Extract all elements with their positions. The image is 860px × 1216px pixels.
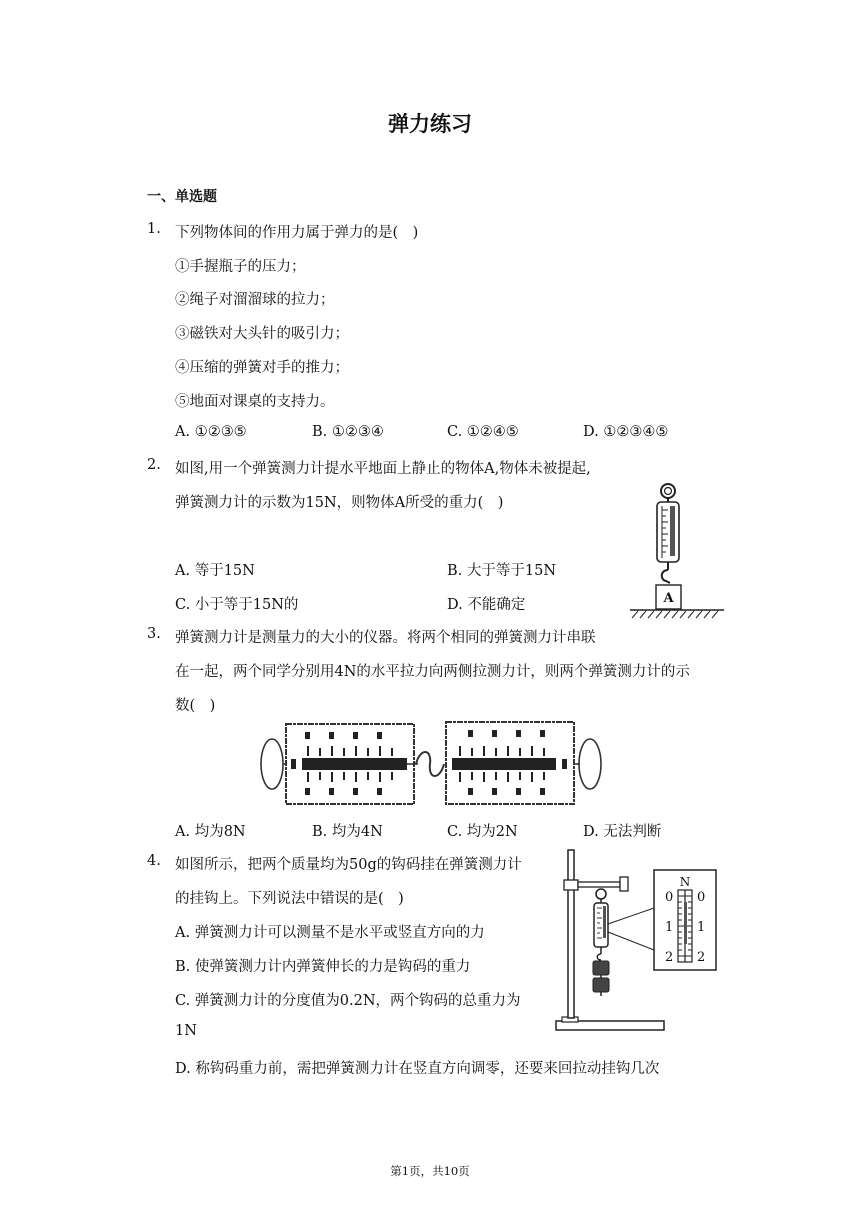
q2-option-b: B. 大于等于15N xyxy=(447,563,557,579)
q3-stem-line2: 在一起，两个同学分别用4N的水平拉力向两侧拉测力计，则两个弹簧测力计的示 xyxy=(175,664,690,680)
q4-stem-line1: 如图所示，把两个质量均为50g的钩码挂在弹簧测力计 xyxy=(175,857,522,873)
section-heading: 一、单选题 xyxy=(147,189,217,205)
q4-option-d: D. 称钩码重力前，需把弹簧测力计在竖直方向调零，还要来回拉动挂钩几次 xyxy=(175,1061,660,1077)
q4-scale-left-1: 1 xyxy=(665,920,674,935)
q4-scale-right-1: 1 xyxy=(697,920,706,935)
q4-scale-unit: N xyxy=(679,875,691,889)
q2-stem-line1: 如图,用一个弹簧测力计提水平地面上静止的物体A,物体未被提起, xyxy=(175,461,591,477)
q4-number: 4. xyxy=(147,853,161,869)
q1-item-3: ③磁铁对大头针的吸引力； xyxy=(175,326,349,342)
q2-option-c: C. 小于等于15N的 xyxy=(175,597,299,613)
q3-option-d: D. 无法判断 xyxy=(583,824,662,840)
q4-stand-scale-figure xyxy=(548,846,724,1034)
q1-item-1: ①手握瓶子的压力； xyxy=(175,259,306,275)
q1-option-d: D. ①②③④⑤ xyxy=(583,424,669,440)
q1-option-b: B. ①②③④ xyxy=(312,424,384,440)
q3-stem-line1: 弹簧测力计是测量力的大小的仪器。将两个相同的弹簧测力计串联 xyxy=(175,630,596,646)
q4-option-c-line1: C. 弹簧测力计的分度值为0.2N，两个钩码的总重力为 xyxy=(175,993,521,1009)
q4-scale-left-2: 2 xyxy=(665,950,674,965)
q4-scale-right-0: 0 xyxy=(697,890,706,905)
q1-option-a: A. ①②③⑤ xyxy=(175,424,247,440)
q2-option-d: D. 不能确定 xyxy=(447,597,526,613)
q2-stem-line2: 弹簧测力计的示数为15N，则物体A所受的重力( ) xyxy=(175,495,504,511)
q1-item-2: ②绳子对溜溜球的拉力； xyxy=(175,292,335,308)
q1-stem: 下列物体间的作用力属于弹力的是( ) xyxy=(175,225,419,241)
q3-two-spring-scales-figure xyxy=(258,718,604,810)
q3-stem-line3: 数( ) xyxy=(175,698,216,714)
q3-option-a: A. 均为8N xyxy=(175,824,246,840)
q4-scale-left-0: 0 xyxy=(665,890,674,905)
q2-spring-scale-figure xyxy=(628,482,728,624)
q2-option-a: A. 等于15N xyxy=(175,563,255,579)
q1-option-c: C. ①②④⑤ xyxy=(447,424,519,440)
q2-number: 2. xyxy=(147,457,161,473)
q1-number: 1. xyxy=(147,221,161,237)
q1-item-4: ④压缩的弹簧对手的推力； xyxy=(175,360,349,376)
q3-number: 3. xyxy=(147,626,161,642)
q3-option-c: C. 均为2N xyxy=(447,824,518,840)
q4-option-c-line2: 1N xyxy=(175,1023,197,1039)
q4-option-a: A. 弹簧测力计可以测量不是水平或竖直方向的力 xyxy=(175,925,485,941)
page-title: 弹力练习 xyxy=(388,112,472,136)
q4-stem-line2: 的挂钩上。下列说法中错误的是( ) xyxy=(175,891,404,907)
q4-scale-right-2: 2 xyxy=(697,950,706,965)
page-footer: 第1页，共10页 xyxy=(390,1164,470,1178)
q3-option-b: B. 均为4N xyxy=(312,824,383,840)
q4-option-b: B. 使弹簧测力计内弹簧伸长的力是钩码的重力 xyxy=(175,959,471,975)
q2-block-label: A xyxy=(663,591,674,606)
q1-item-5: ⑤地面对课桌的支持力。 xyxy=(175,394,335,410)
